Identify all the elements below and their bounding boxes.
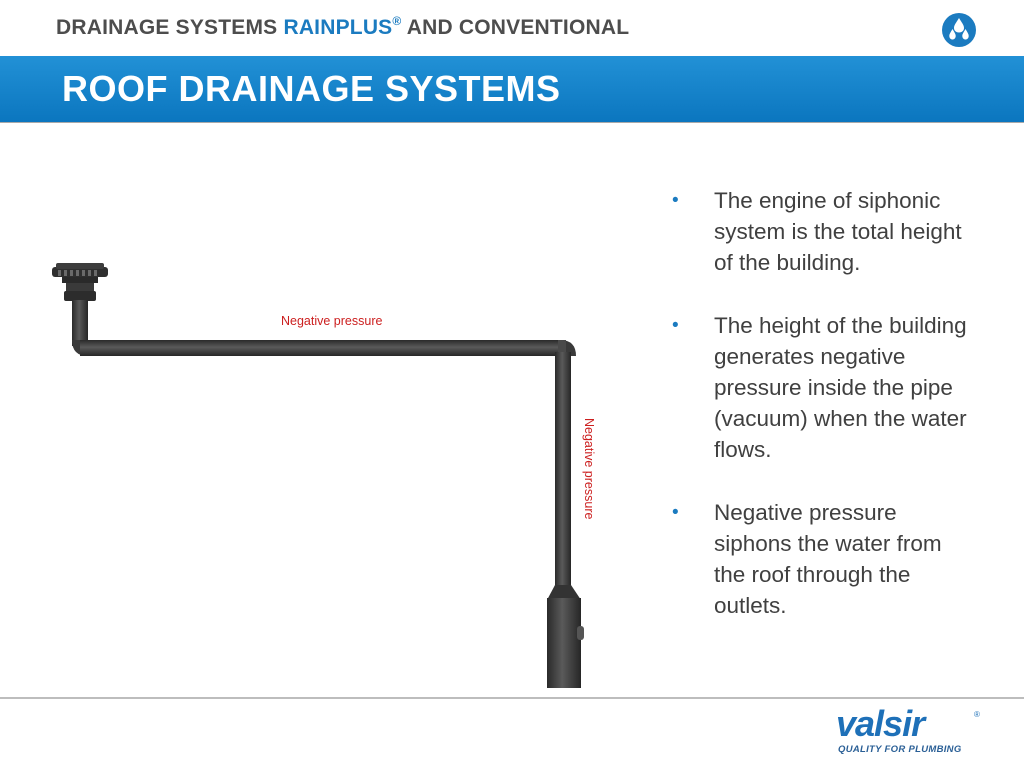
pipe-run <box>72 300 584 688</box>
bullet-item <box>672 185 972 278</box>
header-suffix: AND CONVENTIONAL <box>406 16 630 39</box>
bullet-dot: • <box>672 190 679 211</box>
bullet-item <box>672 497 972 621</box>
bullet-text: The engine of siphonic system is the total height of the building. <box>714 188 962 275</box>
footer-divider <box>0 697 1024 699</box>
valsir-logo <box>836 703 986 762</box>
bullet-dot: • <box>672 502 679 523</box>
brand-tagline: QUALITY FOR PLUMBING <box>838 744 962 755</box>
roof-outlet <box>52 263 108 301</box>
brand-name: valsir <box>836 703 925 744</box>
header-highlight-text: RAINPLUS <box>283 16 393 39</box>
bullet-list <box>672 185 972 653</box>
bullet-text: Negative pressure siphons the water from the roof through the outlets. <box>714 500 942 618</box>
bullet-text: The height of the building generates negative pressure inside the pipe (vacuum) when the water flows. <box>714 313 967 462</box>
bullet-item <box>672 310 972 465</box>
page-title: ROOF DRAINAGE SYSTEMS <box>62 68 561 109</box>
brand-registered-mark: ® <box>974 710 980 719</box>
negative-pressure-label-vertical: Negative pressure <box>582 418 596 520</box>
header-registered-mark: ® <box>392 14 402 28</box>
header-prefix: DRAINAGE SYSTEMS <box>56 16 278 39</box>
negative-pressure-label-horizontal: Negative pressure <box>281 314 383 328</box>
bullet-dot: • <box>672 315 679 336</box>
